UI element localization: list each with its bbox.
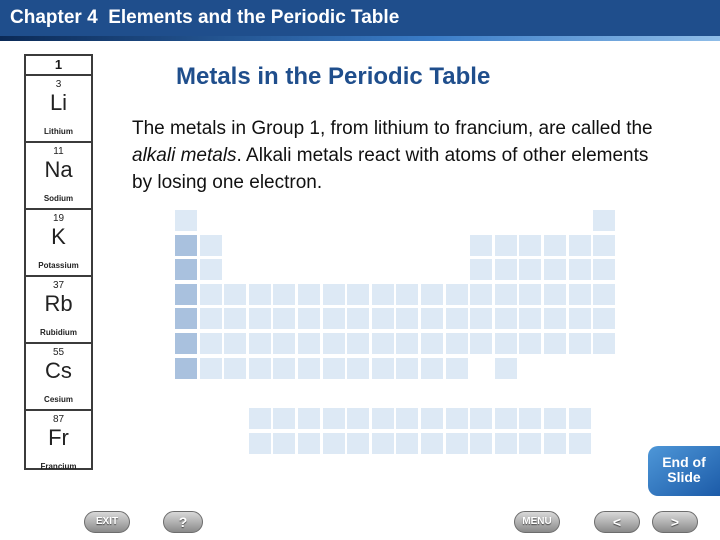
chevron-right-icon: > [670, 514, 680, 530]
inner-transition-cell [249, 433, 271, 454]
table-cell [347, 333, 369, 354]
table-cell [323, 358, 345, 379]
exit-label: EXIT [95, 516, 119, 527]
inner-transition-cell [396, 433, 418, 454]
slide-body-text [132, 115, 672, 196]
element-tile-potassium [26, 208, 91, 275]
inner-transition-cell [421, 408, 443, 429]
table-cell [323, 308, 345, 329]
table-cell [200, 358, 222, 379]
table-cell [519, 259, 541, 280]
table-cell [273, 358, 295, 379]
table-cell [470, 333, 492, 354]
table-cell [372, 358, 394, 379]
table-cell [249, 308, 271, 329]
atomic-number: 55 [52, 347, 65, 358]
inner-transition-cell [249, 408, 271, 429]
inner-transition-cell [470, 433, 492, 454]
table-cell [200, 235, 222, 256]
element-tile-sodium [26, 141, 91, 208]
inner-transition-cell [298, 433, 320, 454]
slide-title: Metals in the Periodic Table [176, 63, 491, 90]
inner-transition-cell [446, 408, 468, 429]
inner-transition-cell [372, 408, 394, 429]
inner-transition-cell [273, 433, 295, 454]
element-tile-rubidium [26, 275, 91, 342]
table-cell [396, 308, 418, 329]
inner-transition-cell [446, 433, 468, 454]
table-cell [273, 308, 295, 329]
inner-transition-cell [519, 408, 541, 429]
alkali-cell [175, 235, 197, 256]
table-cell [569, 308, 591, 329]
chapter-label: Chapter 4 [10, 7, 98, 28]
atomic-number: 87 [52, 414, 65, 425]
table-cell [519, 235, 541, 256]
help-button[interactable] [163, 511, 203, 533]
table-cell [495, 333, 517, 354]
table-cell [544, 333, 566, 354]
table-cell [249, 358, 271, 379]
table-cell [495, 284, 517, 305]
table-cell [470, 308, 492, 329]
table-cell [495, 358, 517, 379]
table-cell [421, 333, 443, 354]
atomic-number: 37 [52, 280, 65, 291]
inner-transition-cell [273, 408, 295, 429]
table-cell [446, 358, 468, 379]
table-cell [593, 259, 615, 280]
table-cell [273, 284, 295, 305]
table-cell [372, 308, 394, 329]
menu-label: MENU [522, 516, 552, 527]
table-cell [224, 333, 246, 354]
table-cell [593, 210, 615, 231]
table-cell [569, 235, 591, 256]
chevron-left-icon: < [612, 514, 622, 530]
group-number: 1 [54, 57, 63, 72]
table-cell [298, 284, 320, 305]
table-cell [323, 284, 345, 305]
table-cell [593, 235, 615, 256]
element-name: Francium [40, 462, 77, 471]
element-tile-lithium [26, 74, 91, 141]
table-cell [224, 284, 246, 305]
inner-transition-cell [495, 408, 517, 429]
table-cell [396, 358, 418, 379]
table-cell [544, 259, 566, 280]
element-symbol: Na [44, 157, 73, 182]
table-cell [298, 308, 320, 329]
element-symbol: Li [49, 90, 68, 115]
table-cell [519, 308, 541, 329]
chapter-title: Elements and the Periodic Table [108, 7, 400, 28]
table-cell [593, 284, 615, 305]
table-cell [200, 333, 222, 354]
inner-transition-cell [323, 433, 345, 454]
exit-button[interactable] [84, 511, 130, 533]
body-text-rest: . Alkali metals react with atoms of other elements by losing one electron. [132, 145, 649, 193]
body-text-intro: The metals in Group 1, from lithium to francium, are called the [132, 118, 653, 139]
table-cell [421, 358, 443, 379]
table-cell [495, 308, 517, 329]
table-cell [200, 284, 222, 305]
table-cell [372, 284, 394, 305]
alkali-cell [175, 259, 197, 280]
alkali-cell [175, 358, 197, 379]
inner-transition-cell [396, 408, 418, 429]
question-mark-icon: ? [178, 514, 188, 530]
element-name: Sodium [43, 194, 74, 203]
header-divider [0, 36, 720, 41]
table-cell [175, 210, 197, 231]
inner-transition-cell [470, 408, 492, 429]
previous-button[interactable] [594, 511, 640, 533]
table-cell [470, 284, 492, 305]
table-cell [298, 333, 320, 354]
table-cell [347, 284, 369, 305]
table-cell [273, 333, 295, 354]
alkali-cell [175, 333, 197, 354]
inner-transition-cell [347, 433, 369, 454]
table-cell [446, 333, 468, 354]
table-cell [396, 284, 418, 305]
alkali-cell [175, 284, 197, 305]
atomic-number: 11 [53, 146, 64, 157]
element-symbol: K [51, 224, 66, 249]
inner-transition-cell [347, 408, 369, 429]
element-name: Rubidium [40, 328, 77, 337]
table-cell [298, 358, 320, 379]
element-symbol: Fr [48, 425, 69, 450]
table-cell [593, 308, 615, 329]
group-1-element-strip [24, 54, 93, 470]
table-cell [495, 259, 517, 280]
alkali-metals-term: alkali metals [132, 145, 237, 166]
alkali-cell [175, 308, 197, 329]
table-cell [224, 308, 246, 329]
inner-transition-cell [298, 408, 320, 429]
table-cell [470, 235, 492, 256]
inner-transition-cell [495, 433, 517, 454]
table-cell [593, 333, 615, 354]
element-symbol: Cs [45, 358, 72, 383]
periodic-table-diagram [175, 210, 620, 455]
table-cell [470, 259, 492, 280]
atomic-number: 3 [55, 79, 62, 90]
table-cell [421, 308, 443, 329]
element-name: Lithium [44, 127, 73, 136]
inner-transition-cell [544, 433, 566, 454]
table-cell [421, 284, 443, 305]
atomic-number: 19 [52, 213, 65, 224]
table-cell [396, 333, 418, 354]
table-cell [544, 235, 566, 256]
menu-button[interactable] [514, 511, 560, 533]
inner-transition-cell [544, 408, 566, 429]
table-cell [544, 284, 566, 305]
element-name: Cesium [44, 395, 73, 404]
element-tile-cesium [26, 342, 91, 409]
table-cell [372, 333, 394, 354]
inner-transition-cell [372, 433, 394, 454]
element-symbol: Rb [44, 291, 73, 316]
element-name: Potassium [38, 261, 79, 270]
next-button[interactable] [652, 511, 698, 533]
inner-transition-cell [519, 433, 541, 454]
table-cell [446, 284, 468, 305]
inner-transition-cell [421, 433, 443, 454]
table-cell [569, 259, 591, 280]
inner-transition-cell [569, 433, 591, 454]
table-cell [323, 333, 345, 354]
table-cell [569, 333, 591, 354]
table-cell [519, 333, 541, 354]
table-cell [249, 333, 271, 354]
table-cell [347, 358, 369, 379]
table-cell [200, 308, 222, 329]
table-cell [347, 308, 369, 329]
table-cell [519, 284, 541, 305]
inner-transition-cell [323, 408, 345, 429]
table-cell [446, 308, 468, 329]
table-cell [495, 235, 517, 256]
chapter-header [0, 0, 720, 36]
element-tile-francium [26, 409, 91, 476]
inner-transition-cell [569, 408, 591, 429]
table-cell [569, 284, 591, 305]
table-cell [200, 259, 222, 280]
table-cell [224, 358, 246, 379]
table-cell [544, 308, 566, 329]
end-of-slide-button[interactable]: End of Slide [648, 446, 720, 496]
table-cell [249, 284, 271, 305]
